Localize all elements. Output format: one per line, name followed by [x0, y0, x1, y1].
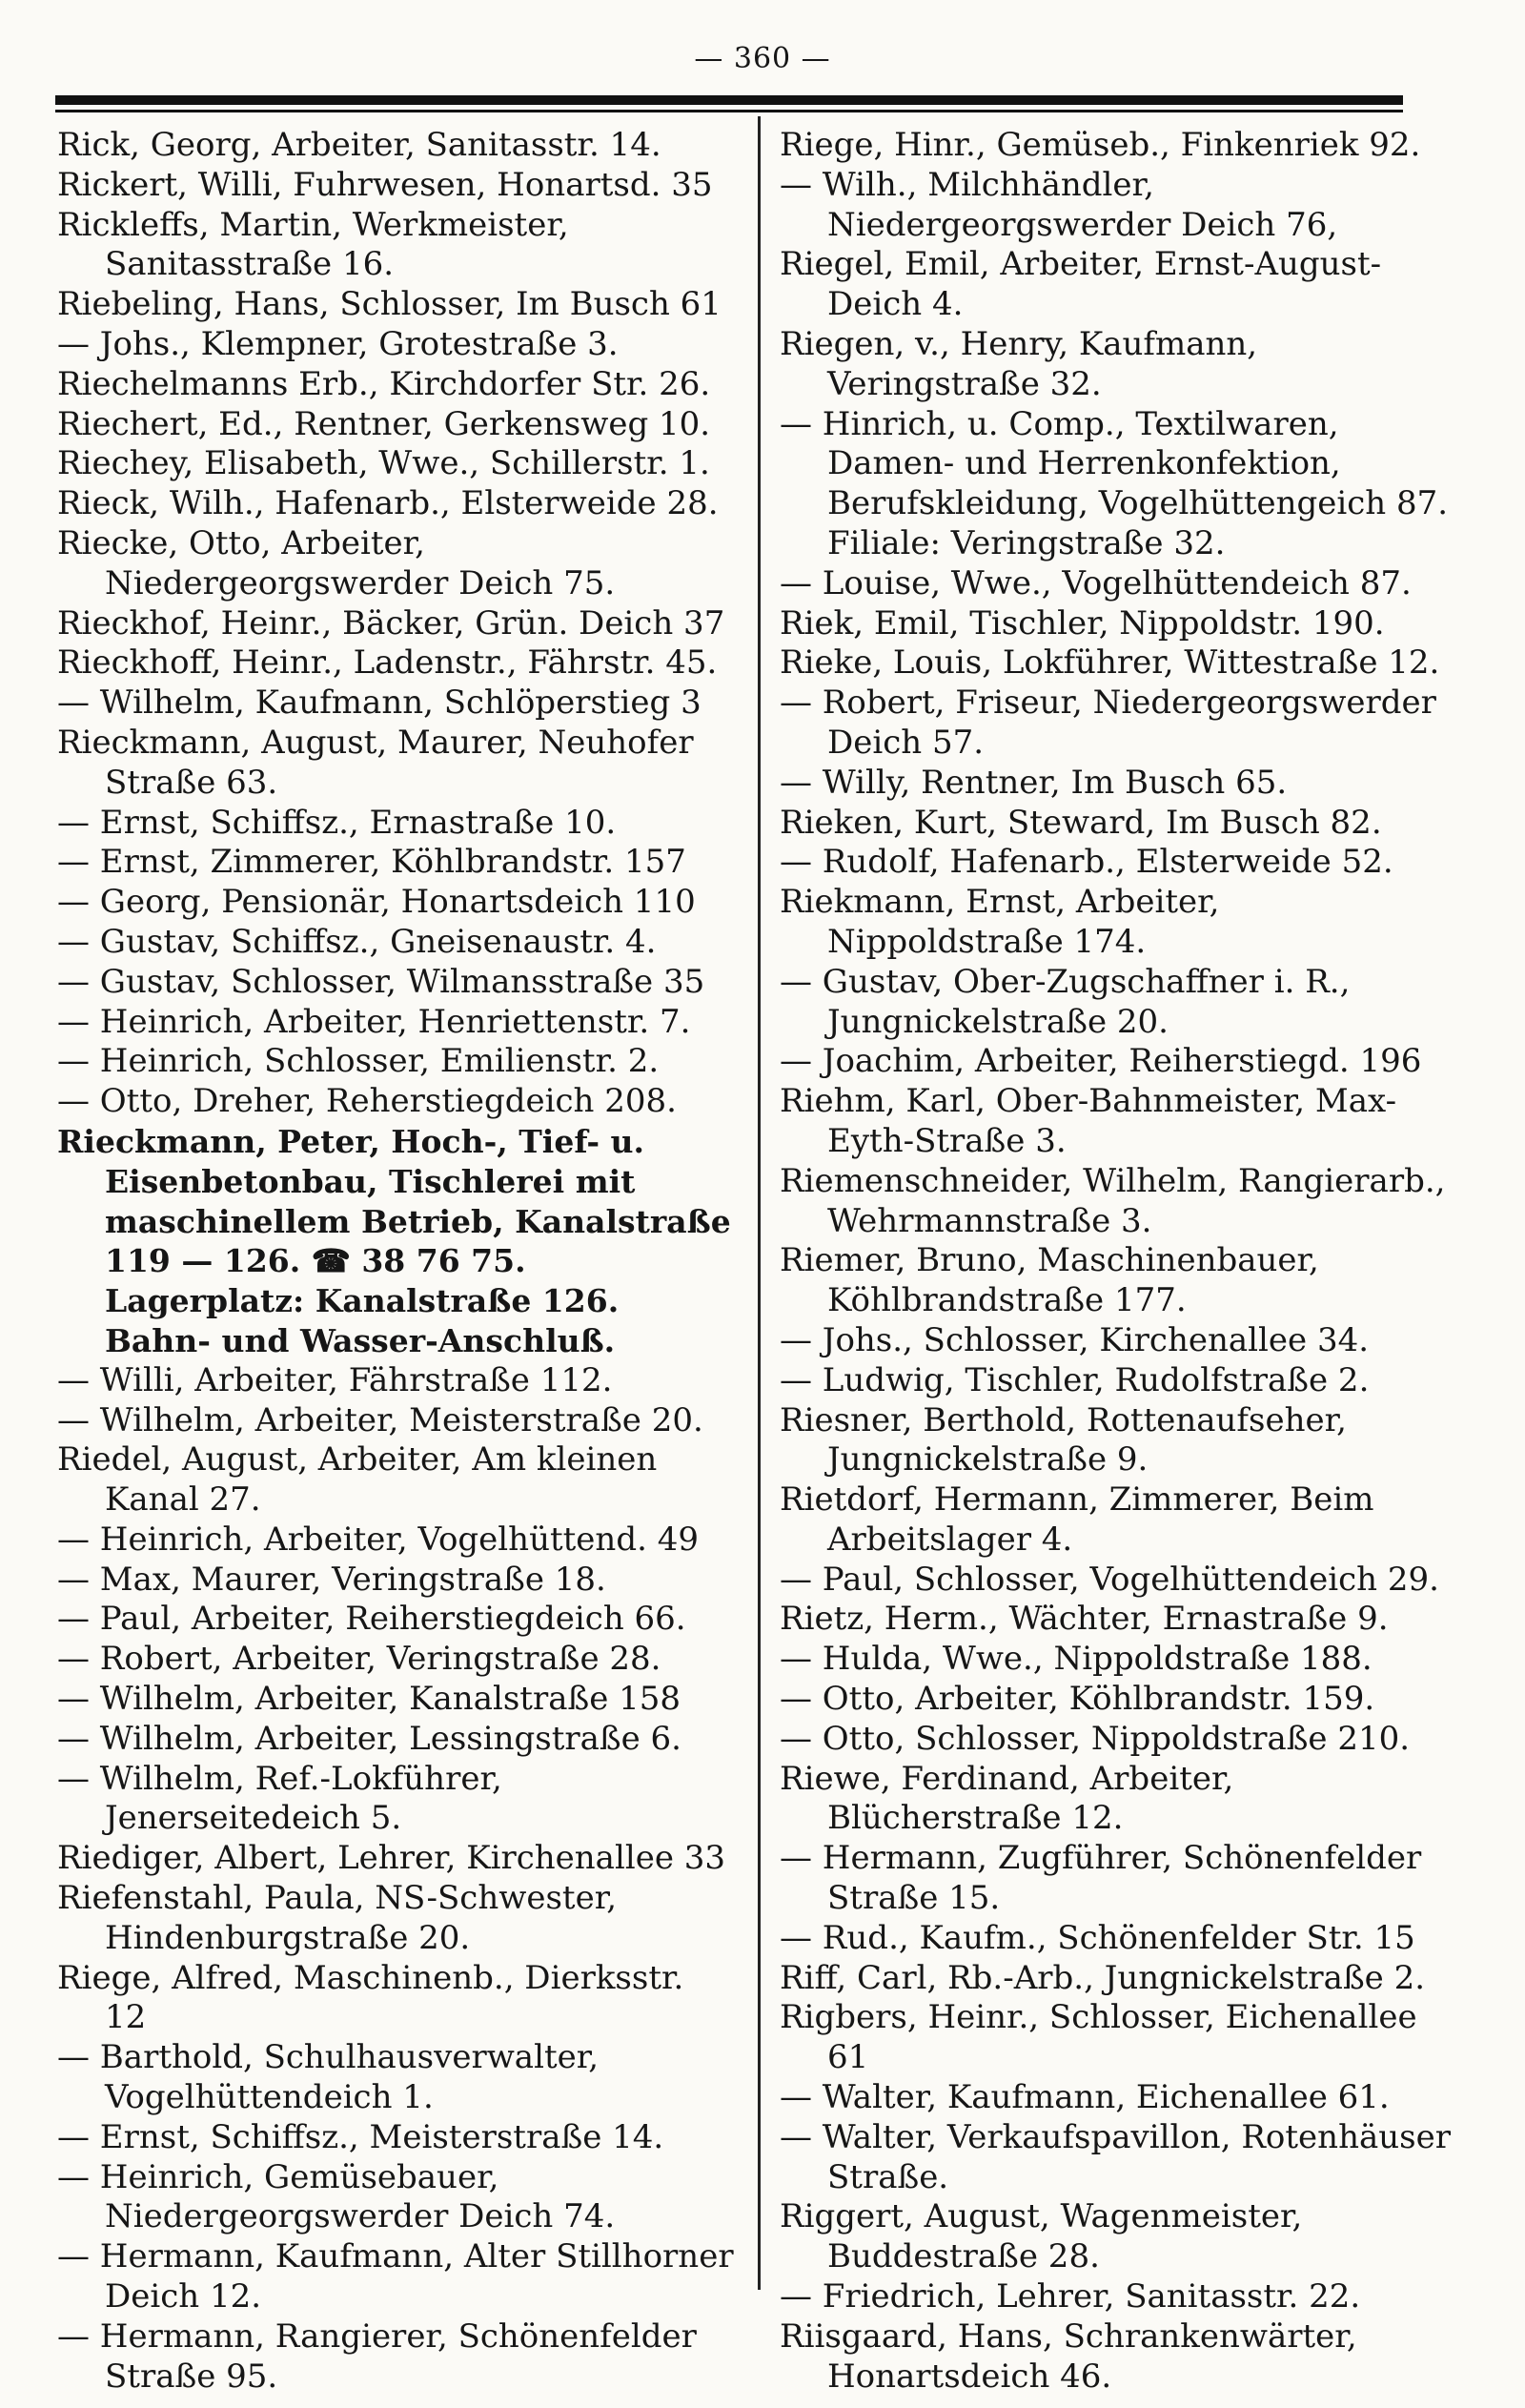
directory-entry: — Rud., Kaufm., Schönenfelder Str. 15: [780, 1918, 1415, 1957]
directory-entry: Riebeling, Hans, Schlosser, Im Busch 61: [57, 285, 722, 324]
directory-entry: Riisgaard, Hans, Schrankenwärter, Honartsdeich 46.: [780, 2316, 1357, 2396]
directory-entry: — Gustav, Ober-Zugschaffner i. R., Jungnickelstraße 20.: [780, 962, 1351, 1041]
directory-entry: — Hinrich, u. Comp., Textilwaren, Damen- und Herrenkonfektion, Berufskleidung, Vogelhüttengeich 87. Filiale: Veringstraße 32.: [780, 404, 1449, 562]
directory-entry: — Heinrich, Arbeiter, Henriettenstr. 7.: [57, 1002, 691, 1041]
directory-entry: — Hermann, Rangierer, Schönenfelder Straße 95.: [57, 2316, 697, 2396]
directory-entry: Rieckmann, August, Maurer, Neuhofer Straße 63.: [57, 723, 694, 802]
directory-entry: Riesner, Berthold, Rottenaufseher, Jungnickelstraße 9.: [780, 1400, 1347, 1479]
directory-entry: Riedel, August, Arbeiter, Am kleinen Kanal 27.: [57, 1440, 658, 1520]
header-rule-thick: [55, 95, 1403, 105]
directory-entry: Rick, Georg, Arbeiter, Sanitasstr. 14.: [57, 126, 661, 164]
directory-entry: — Hermann, Zugführer, Schönenfelder Straße 15.: [780, 1839, 1422, 1918]
directory-entry: Riemer, Bruno, Maschinenbauer, Köhlbrandstraße 177.: [780, 1241, 1319, 1320]
directory-entry: Riemenschneider, Wilhelm, Rangierarb., Wehrmannstraße 3.: [780, 1161, 1446, 1240]
directory-entry: Riek, Emil, Tischler, Nippoldstr. 190.: [780, 603, 1385, 643]
directory-entry: — Heinrich, Gemüsebauer, Niedergeorgswerder Deich 74.: [57, 2157, 616, 2236]
directory-entry: Rigbers, Heinr., Schlosser, Eichenallee 61: [780, 1998, 1417, 2077]
directory-entry: Rieck, Wilh., Hafenarb., Elsterweide 28.: [57, 484, 719, 523]
directory-entry: Rieken, Kurt, Steward, Im Busch 82.: [780, 803, 1382, 842]
directory-entry: — Wilh., Milchhändler, Niedergeorgswerder Deich 76,: [780, 165, 1338, 244]
directory-entry: Rieke, Louis, Lokführer, Wittestraße 12.: [780, 643, 1440, 683]
directory-entry: Riege, Alfred, Maschinenb., Dierksstr. 12: [57, 1958, 684, 2037]
directory-entry: — Walter, Kaufmann, Eichenallee 61.: [780, 2078, 1390, 2117]
directory-entry: — Heinrich, Arbeiter, Vogelhüttend. 49: [57, 1520, 699, 1559]
directory-entry: Riehm, Karl, Ober-Bahnmeister, Max-Eyth-Straße 3.: [780, 1082, 1397, 1160]
left-column: [57, 126, 734, 2397]
directory-entry: — Hermann, Kaufmann, Alter Stillhorner Deich 12.: [57, 2237, 734, 2316]
directory-entry: — Hulda, Wwe., Nippoldstraße 188.: [780, 1640, 1372, 1679]
directory-entry: — Joachim, Arbeiter, Reiherstiegd. 196: [780, 1042, 1422, 1081]
directory-entry: — Johs., Klempner, Grotestraße 3.: [57, 324, 619, 363]
directory-entry: — Gustav, Schlosser, Wilmansstraße 35: [57, 962, 705, 1001]
directory-entry: Riechelmanns Erb., Kirchdorfer Str. 26.: [57, 364, 711, 403]
right-entry-list: [780, 126, 1456, 2397]
directory-entry: — Paul, Schlosser, Vogelhüttendeich 29.: [780, 1560, 1439, 1599]
directory-entry: — Robert, Arbeiter, Veringstraße 28.: [57, 1640, 661, 1679]
directory-entry: Rieckhoff, Heinr., Ladenstr., Fährstr. 45.: [57, 643, 718, 683]
directory-entry: Rietdorf, Hermann, Zimmerer, Beim Arbeitslager 4.: [780, 1480, 1374, 1559]
directory-entry: — Wilhelm, Arbeiter, Meisterstraße 20.: [57, 1400, 703, 1439]
directory-entry: — Otto, Schlosser, Nippoldstraße 210.: [780, 1719, 1411, 1758]
header-rule-thin: [55, 110, 1403, 112]
left-entry-list-continued: [57, 1361, 734, 2398]
directory-entry: — Ernst, Schiffsz., Meisterstraße 14.: [57, 2117, 664, 2156]
directory-entry: — Gustav, Schiffsz., Gneisenaustr. 4.: [57, 922, 657, 961]
column-divider: [758, 116, 761, 2290]
directory-entry: — Johs., Schlosser, Kirchenallee 34.: [780, 1320, 1370, 1359]
directory-entry: Riegel, Emil, Arbeiter, Ernst-August-Deich 4.: [780, 245, 1382, 324]
directory-entry: Rieckhof, Heinr., Bäcker, Grün. Deich 37: [57, 603, 725, 643]
directory-entry: Riefenstahl, Paula, NS-Schwester, Hindenburgstraße 20.: [57, 1879, 618, 1957]
directory-entry: — Ernst, Zimmerer, Köhlbrandstr. 157: [57, 843, 686, 882]
directory-entry: Riekmann, Ernst, Arbeiter, Nippoldstraße 174.: [780, 883, 1220, 961]
directory-entry: — Otto, Dreher, Reherstiegdeich 208.: [57, 1082, 677, 1121]
directory-entry: Riewe, Ferdinand, Arbeiter, Blücherstraße 12.: [780, 1759, 1234, 1838]
directory-entry: — Walter, Verkaufspavillon, Rotenhäuser Straße.: [780, 2117, 1451, 2196]
directory-entry: — Wilhelm, Kaufmann, Schlöperstieg 3: [57, 684, 702, 723]
directory-entry: Rickert, Willi, Fuhrwesen, Honartsd. 35: [57, 165, 713, 204]
directory-entry: — Willy, Rentner, Im Busch 65.: [780, 763, 1288, 802]
directory-entry: — Louise, Wwe., Vogelhüttendeich 87.: [780, 563, 1412, 602]
directory-entry: — Robert, Friseur, Niedergeorgswerder Deich 57.: [780, 684, 1436, 762]
directory-entry: Rietz, Herm., Wächter, Ernastraße 9.: [780, 1600, 1389, 1639]
directory-entry: — Ernst, Schiffsz., Ernastraße 10.: [57, 803, 617, 842]
directory-entry: — Friedrich, Lehrer, Sanitasstr. 22.: [780, 2277, 1361, 2316]
directory-entry: — Georg, Pensionär, Honartsdeich 110: [57, 883, 696, 922]
directory-entry: — Max, Maurer, Veringstraße 18.: [57, 1560, 606, 1599]
directory-entry: — Wilhelm, Ref.-Lokführer, Jenerseitedeich 5.: [57, 1759, 502, 1838]
directory-entry: — Willi, Arbeiter, Fährstraße 112.: [57, 1360, 613, 1399]
directory-entry: — Heinrich, Schlosser, Emilienstr. 2.: [57, 1042, 660, 1081]
directory-entry: Riff, Carl, Rb.-Arb., Jungnickelstraße 2.: [780, 1958, 1426, 1997]
directory-entry: Riegen, v., Henry, Kaufmann, Veringstraße 32.: [780, 324, 1258, 403]
directory-entry: Riecke, Otto, Arbeiter, Niedergeorgswerder Deich 75.: [57, 523, 616, 602]
directory-entry: — Paul, Arbeiter, Reiherstiegdeich 66.: [57, 1600, 686, 1639]
directory-entry: Riechey, Elisabeth, Wwe., Schillerstr. 1.: [57, 444, 710, 483]
directory-entry: Riediger, Albert, Lehrer, Kirchenallee 33: [57, 1839, 726, 1878]
directory-entry: — Barthold, Schulhausverwalter, Vogelhüttendeich 1.: [57, 2038, 600, 2117]
directory-entry: — Rudolf, Hafenarb., Elsterweide 52.: [780, 843, 1393, 882]
directory-entry: Riechert, Ed., Rentner, Gerkensweg 10.: [57, 404, 711, 443]
featured-entry: Rieckmann, Peter, Hoch-, Tief- u. Eisenbetonbau, Tischlerei mit maschinellem Betrieb, Kanalstraße 119 — 126. ☎ 38 76 75. Lagerplatz: Kanalstraße 126. Bahn- und Wasser-Anschluß.: [57, 1122, 731, 1359]
directory-entry: Riggert, August, Wagenmeister, Buddestraße 28.: [780, 2197, 1303, 2276]
directory-entry: Riege, Hinr., Gemüseb., Finkenriek 92.: [780, 126, 1421, 164]
left-entry-list: [57, 126, 734, 1122]
directory-entry: — Ludwig, Tischler, Rudolfstraße 2.: [780, 1360, 1370, 1399]
directory-entry: — Otto, Arbeiter, Köhlbrandstr. 159.: [780, 1680, 1375, 1719]
directory-entry: — Wilhelm, Arbeiter, Kanalstraße 158: [57, 1680, 681, 1719]
page-number: — 360 —: [694, 42, 831, 75]
directory-entry: — Wilhelm, Arbeiter, Lessingstraße 6.: [57, 1719, 681, 1758]
right-column: [780, 126, 1456, 2397]
directory-entry: Rickleffs, Martin, Werkmeister, Sanitasstraße 16.: [57, 205, 569, 284]
